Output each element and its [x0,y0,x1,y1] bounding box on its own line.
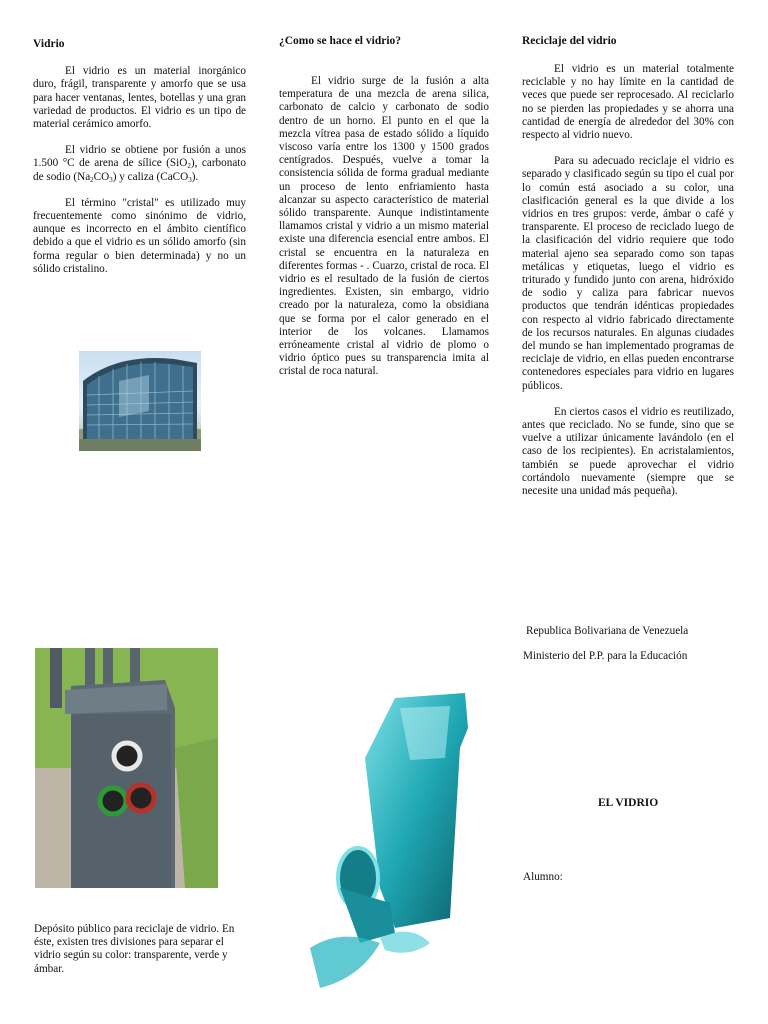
paragraph-fabricacion: El vidrio surge de la fusión a alta temperatura de una mezcla de arena silica, carbonato de calcio y carbonato de sodio dentro de un horno. El punto en el que la mezcla vítrea pasa de estado sólido a líquido viscoso varía entre los 1300 y 1500 grados centígrados. Después, vuelve a tomar la consistencia sólida de forma gradual mediante un proceso de lento enfriamiento hasta alcanzar su aspecto característico de material sólido transparente. Aunque indistintamente llamamos cristal y vidrio a un mismo material existe una diferencia esencial entre ambos. El cristal se encuentra en la naturaleza en diferentes formas - . Cuarzo, cristal de roca. El vidrio es el resultado de la fusión de ciertos ingredientes. Existen, sin embargo, vidrio creado por la naturaleza, como la obsidiana que se forma por el calor generado en el interior de los volcanes. Llamamos erróneamente cristal al vidrio de plomo o vidrio óptico pues su transparencia imita al cristal de roca natural. [279,75,489,378]
recycling-bin-photo [35,648,218,888]
cover-title: EL VIDRIO [598,797,659,809]
cover-ministry: Ministerio del P.P. para la Educación [523,650,688,662]
heading-como-se-hace: ¿Como se hace el vidrio? [279,35,402,47]
paragraph-definition: El vidrio es un material inorgánico duro, frágil, transparente y amorfo que se usa para hacer ventanas, lentes, botellas y una gran variedad de productos. El vidrio es un tipo de material cerámico amorfo. [33,65,246,131]
bin-caption: Depósito público para reciclaje de vidrio. En éste, existen tres divisiones para separar el vidrio según su color: transparente, verde y ámbar. [34,923,235,975]
student-label: Alumno: [523,871,563,883]
paragraph-cristal: El término "cristal" es utilizado muy frecuentemente como sinónimo de vidrio, aunque es incorrecto en el ámbito científico debido a que el vidrio es un sólido amorfo (sin forma regular o bien determinada) y no un sólido cristalino. [33,196,246,275]
glass-building-photo [79,351,201,451]
column-vidrio [33,38,246,289]
paragraph-composition: El vidrio se obtiene por fusión a unos 1.500 °C de arena de sílice (SiO$_2$), carbonato de sodio $(Na_2CO_3)$ y caliza (CaCO$_3$). [33,144,246,184]
paragraph-reutilizacion: En ciertos casos el vidrio es reutilizado, antes que reciclado. No se funde, sino que se vuelve a utilizar únicamente lavándolo (en el caso de los recipientes). En acristalamientos, también se puede aprovechar el vidrio cortándolo nuevamente (siempre que se necesite una unidad más pequeña). [522,405,734,498]
cover-country: Republica Bolivariana de Venezuela [526,625,689,637]
heading-vidrio: Vidrio [33,38,65,50]
heading-reciclaje: Reciclaje del vidrio [522,35,617,47]
glass-bottle-image [300,688,475,998]
paragraph-clasificacion: Para su adecuado reciclaje el vidrio es separado y clasificado según su tipo el cual por lo común está asociado a su color, una clasificación general es la que divide a los vidrios en tres grupos: verde, ámbar o café y transparente. El proceso de reciclado luego de la clasificación del vidrio requiere que todo material ajeno sea separado como son tapas metálicas y etiquetas, luego el vidrio es triturado y fundido junto con arena, hidróxido de sodio y caliza para fabricar nuevos productos que tendrán idénticas propiedades con respecto al vidrio fabricado directamente de los recursos naturales. En algunas ciudades del mundo se han implementado programas de reciclaje de vidrio, en ellas pueden encontrarse contenedores especiales para vidrio en lugares públicos. [522,155,734,392]
paragraph-reciclable: El vidrio es un material totalmente reciclable y no hay límite en la cantidad de veces que puede ser reprocesado. Al reciclarlo no se pierden las propiedades y se ahorra una cantidad de energía de alrededor del 30% con respecto al vidrio nuevo. [522,63,734,142]
column-como-se-hace [279,35,489,392]
column-reciclaje [522,35,734,511]
